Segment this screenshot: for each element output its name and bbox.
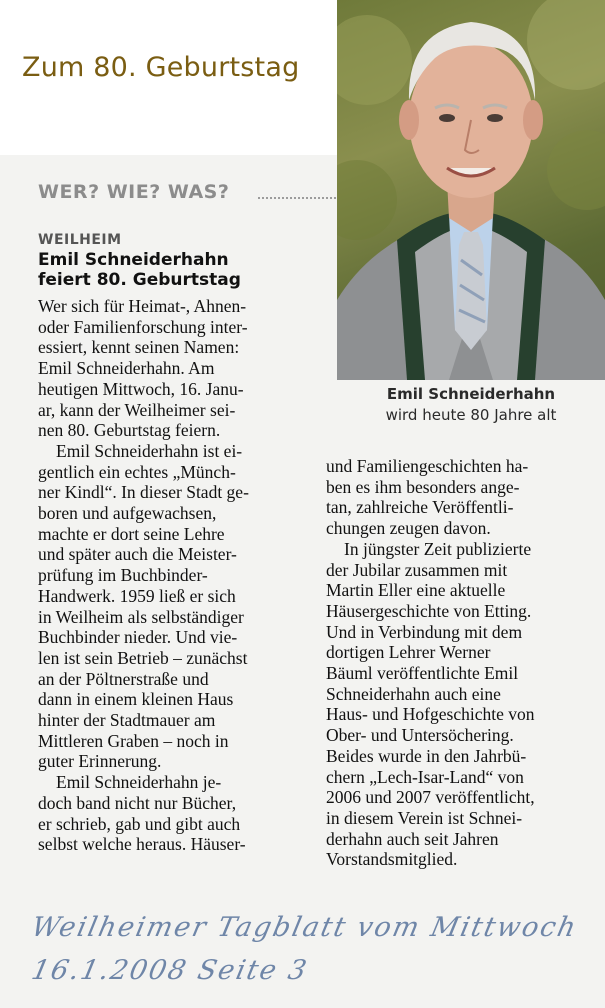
article-line: gentlich ein echtes „Münch- (38, 461, 236, 482)
article-line: Mittleren Graben – noch in (38, 730, 229, 751)
article-line: Bäuml veröffentlichte Emil (326, 663, 519, 684)
article-column-2 (326, 456, 598, 870)
caption-subtitle: wird heute 80 Jahre alt (385, 406, 557, 424)
article-line: Emil Schneiderhahn je- (56, 772, 222, 793)
caption-name: Emil Schneiderhahn (386, 385, 556, 403)
article-line: guter Erinnerung. (38, 751, 162, 772)
article-line: len ist sein Betrieb – zunächst (38, 647, 248, 668)
article-column-1 (38, 296, 302, 855)
article-line: prüfung im Buchbinder- (38, 565, 208, 586)
article-line: Schneiderhahn auch eine (326, 683, 501, 704)
article-line: boren und aufgewachsen, (38, 503, 217, 524)
article-line: Emil Schneiderhahn. Am (38, 358, 215, 379)
section-label: WER? WIE? WAS? (38, 181, 230, 203)
page-heading: Zum 80. Geburtstag (22, 52, 300, 83)
portrait-illustration (337, 0, 605, 380)
article-line: dortigen Lehrer Werner (326, 642, 491, 663)
article-headline (38, 250, 328, 290)
portrait-photo (337, 0, 605, 380)
article-line: ner Kindl“. In dieser Stadt ge- (38, 482, 249, 503)
article-line: tan, zahlreiche Veröffentli- (326, 497, 514, 518)
article-line: 2006 und 2007 veröffentlicht, (326, 787, 535, 808)
article-line: Ober- und Untersöchering. (326, 725, 514, 746)
article-line: chern „Lech-Isar-Land“ von (326, 766, 524, 787)
article-line: er schrieb, gab und gibt auch (38, 813, 241, 834)
article-line: und Familiengeschichten ha- (326, 456, 529, 476)
article-line: ben es ihm besonders ange- (326, 476, 520, 497)
section-divider (258, 197, 336, 199)
article-line: in diesem Verein ist Schnei- (326, 807, 523, 828)
article-line: an der Pöltnerstraße und (38, 668, 209, 689)
article-line: heutigen Mittwoch, 16. Janu- (38, 378, 244, 399)
article-line: doch band nicht nur Bücher, (38, 792, 237, 813)
article-line: Vorstandsmitglied. (326, 849, 458, 870)
article-line: oder Familienforschung inter- (38, 316, 248, 337)
article-line: Buchbinder nieder. Und vie- (38, 627, 238, 648)
article-line: hinter der Stadtmauer am (38, 710, 216, 731)
article-line: nen 80. Geburtstag feiern. (38, 420, 221, 441)
article-line: In jüngster Zeit publizierte (344, 538, 532, 559)
handwritten-note-source: Weilheimer Tagblatt vom Mittwoch (28, 912, 581, 943)
article-line: und später auch die Meister- (38, 544, 237, 565)
article-line: derhahn auch seit Jahren (326, 828, 499, 849)
article-line: Beides wurde in den Jahrbü- (326, 745, 527, 766)
article-line: selbst welche heraus. Häuser- (38, 834, 246, 855)
article-line: essiert, kennt seinen Namen: (38, 337, 240, 358)
article-kicker: WEILHEIM (38, 232, 122, 248)
article-line: machte er dort seine Lehre (38, 523, 225, 544)
article-line: Haus- und Hofgeschichte von (326, 704, 535, 725)
article-line: Häusergeschichte von Etting. (326, 600, 532, 621)
article-line: dann in einem kleinen Haus (38, 689, 234, 710)
article-line: Emil Schneiderhahn ist ei- (56, 440, 243, 461)
article-line: Und in Verbindung mit dem (326, 621, 523, 642)
photo-caption (337, 385, 605, 424)
article-line: ar, kann der Weilheimer sei- (38, 399, 236, 420)
article-line: Martin Eller eine aktuelle (326, 580, 506, 601)
article-line: chungen zeugen davon. (326, 518, 491, 539)
article-line: Handwerk. 1959 ließ er sich (38, 585, 236, 606)
handwritten-note-date: 16.1.2008 Seite 3 (28, 955, 311, 986)
article-line: in Weilheim als selbständiger (38, 606, 244, 627)
headline-line: Emil Schneiderhahn (38, 250, 229, 270)
article-line: Wer sich für Heimat-, Ahnen- (38, 296, 247, 316)
article-line: der Jubilar zusammen mit (326, 559, 508, 580)
headline-line: feiert 80. Geburtstag (38, 270, 241, 290)
